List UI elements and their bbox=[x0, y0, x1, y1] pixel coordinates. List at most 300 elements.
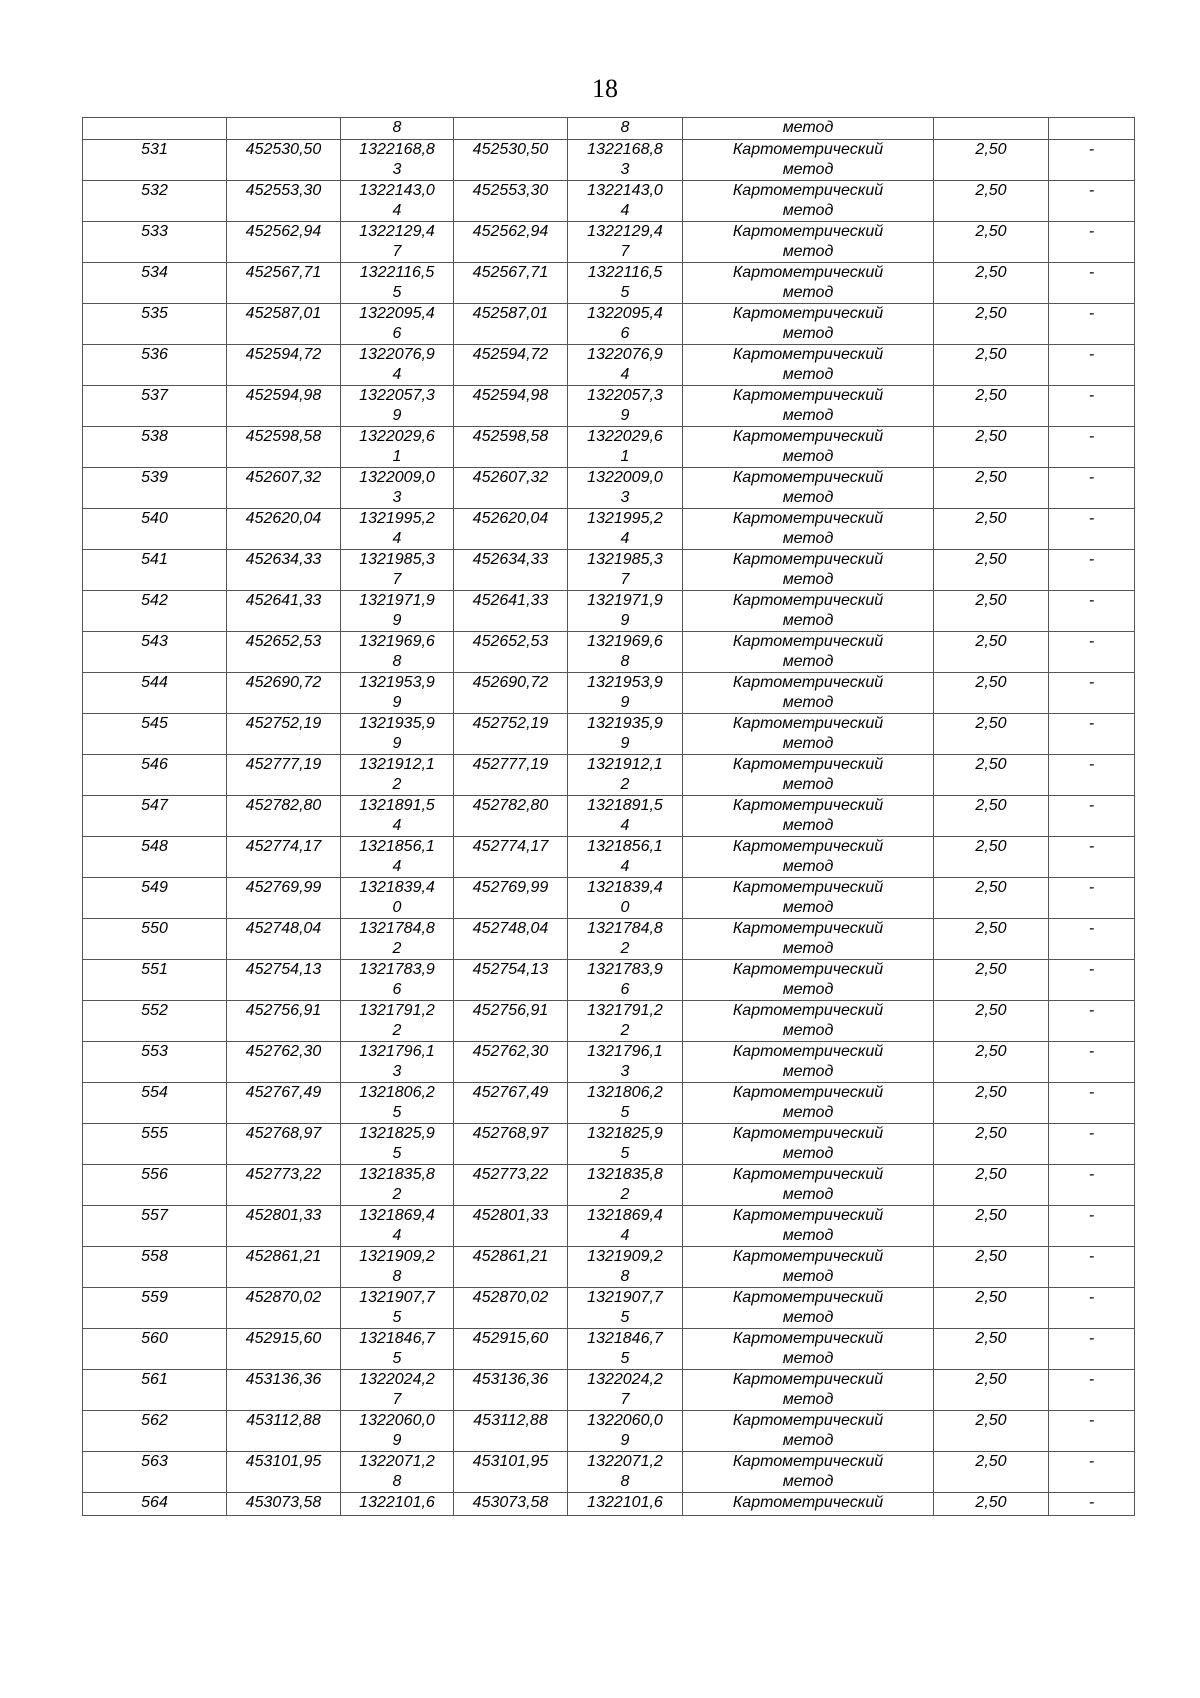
cell-error-text: 2,50 bbox=[975, 756, 1007, 773]
cell-note-text: - bbox=[1088, 428, 1095, 445]
cell-note bbox=[1049, 345, 1135, 386]
cell-method-text: Картометрический bbox=[732, 1494, 884, 1511]
cell-y-text: 9 bbox=[392, 694, 402, 711]
cell-method-text: Картометрический bbox=[732, 838, 884, 855]
cell-y-text: 5 bbox=[392, 1145, 402, 1162]
cell-x2 bbox=[454, 263, 568, 304]
cell-x bbox=[227, 118, 341, 140]
cell-y-text: 1322071,2 bbox=[359, 1453, 435, 1470]
cell-method-text: Картометрический bbox=[732, 141, 884, 158]
cell-y2 bbox=[568, 263, 683, 304]
cell-x2 bbox=[454, 1493, 568, 1516]
cell-note-text: - bbox=[1088, 1207, 1095, 1224]
cell-y-text: 1321909,2 bbox=[359, 1248, 435, 1265]
cell-y-text: 4 bbox=[392, 1227, 402, 1244]
cell-method bbox=[683, 796, 934, 837]
cell-x2-text: 452598,58 bbox=[472, 428, 549, 445]
cell-note-text: - bbox=[1088, 1330, 1095, 1347]
cell-num bbox=[83, 919, 227, 960]
cell-x bbox=[227, 919, 341, 960]
cell-num-text: 534 bbox=[141, 264, 168, 281]
cell-y-text: 8 bbox=[392, 653, 402, 670]
cell-y2-text: 6 bbox=[620, 325, 630, 342]
table-row bbox=[83, 263, 1135, 304]
cell-method-text: метод bbox=[782, 858, 834, 875]
cell-y bbox=[341, 1493, 454, 1516]
cell-y-text: 1322168,8 bbox=[359, 141, 435, 158]
cell-y-text: 1321806,2 bbox=[359, 1084, 435, 1101]
cell-error-text: 2,50 bbox=[975, 428, 1007, 445]
table-row bbox=[83, 919, 1135, 960]
cell-x2-text: 452870,02 bbox=[472, 1289, 549, 1306]
cell-x2 bbox=[454, 1329, 568, 1370]
cell-method-text: метод bbox=[782, 243, 834, 260]
cell-x-text: 452690,72 bbox=[245, 674, 322, 691]
cell-x2 bbox=[454, 1247, 568, 1288]
cell-y-text: 4 bbox=[392, 530, 402, 547]
cell-x bbox=[227, 345, 341, 386]
cell-x bbox=[227, 550, 341, 591]
cell-y-text: 9 bbox=[392, 612, 402, 629]
cell-x bbox=[227, 1083, 341, 1124]
cell-y bbox=[341, 1411, 454, 1452]
cell-x2 bbox=[454, 140, 568, 181]
cell-num bbox=[83, 960, 227, 1001]
cell-method-text: метод bbox=[782, 202, 834, 219]
cell-y2-text: 5 bbox=[620, 1350, 630, 1367]
cell-num bbox=[83, 1493, 227, 1516]
cell-error bbox=[934, 304, 1049, 345]
cell-num bbox=[83, 427, 227, 468]
cell-method bbox=[683, 632, 934, 673]
cell-error-text: 2,50 bbox=[975, 633, 1007, 650]
cell-y2-text: 1321912,1 bbox=[587, 756, 663, 773]
cell-x2-text: 452752,19 bbox=[472, 715, 549, 732]
cell-num bbox=[83, 1452, 227, 1493]
cell-y bbox=[341, 1165, 454, 1206]
cell-error-text: 2,50 bbox=[975, 961, 1007, 978]
cell-x2-text: 452768,97 bbox=[472, 1125, 549, 1142]
cell-x bbox=[227, 1124, 341, 1165]
cell-method-text: метод bbox=[782, 407, 834, 424]
cell-y2 bbox=[568, 1411, 683, 1452]
cell-method-text: метод bbox=[782, 1309, 834, 1326]
table-row bbox=[83, 1042, 1135, 1083]
cell-y2 bbox=[568, 878, 683, 919]
cell-x bbox=[227, 386, 341, 427]
cell-num bbox=[83, 1206, 227, 1247]
cell-y2 bbox=[568, 714, 683, 755]
cell-note-text: - bbox=[1088, 1125, 1095, 1142]
cell-note bbox=[1049, 1329, 1135, 1370]
cell-method bbox=[683, 263, 934, 304]
cell-error bbox=[934, 755, 1049, 796]
cell-error bbox=[934, 1083, 1049, 1124]
cell-note-text: - bbox=[1088, 1453, 1095, 1470]
cell-method bbox=[683, 714, 934, 755]
cell-x-text: 452562,94 bbox=[245, 223, 322, 240]
cell-y2 bbox=[568, 140, 683, 181]
cell-x2-text: 452774,17 bbox=[472, 838, 549, 855]
cell-x-text: 452652,53 bbox=[245, 633, 322, 650]
cell-num bbox=[83, 140, 227, 181]
cell-x bbox=[227, 1329, 341, 1370]
cell-x2-text: 452553,30 bbox=[472, 182, 549, 199]
cell-y-text: 6 bbox=[392, 981, 402, 998]
cell-y bbox=[341, 755, 454, 796]
cell-y2 bbox=[568, 919, 683, 960]
cell-y-text: 1321995,2 bbox=[359, 510, 435, 527]
cell-note bbox=[1049, 1042, 1135, 1083]
cell-y2-text: 8 bbox=[620, 653, 630, 670]
cell-x-text: 452752,19 bbox=[245, 715, 322, 732]
cell-method-text: метод bbox=[782, 1268, 834, 1285]
cell-x2 bbox=[454, 1370, 568, 1411]
cell-y bbox=[341, 1083, 454, 1124]
cell-y bbox=[341, 181, 454, 222]
cell-y2 bbox=[568, 1124, 683, 1165]
cell-num-text: 551 bbox=[141, 961, 168, 978]
cell-error-text: 2,50 bbox=[975, 674, 1007, 691]
cell-x-text: 453136,36 bbox=[245, 1371, 322, 1388]
cell-error bbox=[934, 837, 1049, 878]
cell-num-text: 547 bbox=[141, 797, 168, 814]
cell-note bbox=[1049, 1493, 1135, 1516]
cell-error bbox=[934, 919, 1049, 960]
cell-x2-text: 452756,91 bbox=[472, 1002, 549, 1019]
cell-error bbox=[934, 1001, 1049, 1042]
cell-y bbox=[341, 960, 454, 1001]
cell-y-text: 1322060,0 bbox=[359, 1412, 435, 1429]
cell-y-text: 1321825,9 bbox=[359, 1125, 435, 1142]
cell-y-text: 5 bbox=[392, 1350, 402, 1367]
cell-y-text: 5 bbox=[392, 284, 402, 301]
cell-error-text: 2,50 bbox=[975, 1371, 1007, 1388]
cell-note bbox=[1049, 755, 1135, 796]
cell-method-text: Картометрический bbox=[732, 1002, 884, 1019]
table-row bbox=[83, 1124, 1135, 1165]
cell-note-text: - bbox=[1088, 674, 1095, 691]
cell-x bbox=[227, 878, 341, 919]
cell-error bbox=[934, 550, 1049, 591]
cell-error bbox=[934, 1493, 1049, 1516]
cell-num bbox=[83, 1083, 227, 1124]
cell-x2 bbox=[454, 1165, 568, 1206]
cell-x-text: 452530,50 bbox=[245, 141, 322, 158]
cell-note-text: - bbox=[1088, 510, 1095, 527]
cell-x bbox=[227, 140, 341, 181]
cell-x bbox=[227, 222, 341, 263]
cell-y bbox=[341, 509, 454, 550]
cell-num bbox=[83, 714, 227, 755]
cell-method bbox=[683, 140, 934, 181]
cell-x2 bbox=[454, 1042, 568, 1083]
cell-error-text: 2,50 bbox=[975, 1330, 1007, 1347]
cell-method bbox=[683, 550, 934, 591]
table-row bbox=[83, 386, 1135, 427]
cell-method-text: Картометрический bbox=[732, 1084, 884, 1101]
cell-method-text: Картометрический bbox=[732, 1043, 884, 1060]
cell-error-text: 2,50 bbox=[975, 264, 1007, 281]
cell-x2 bbox=[454, 181, 568, 222]
cell-error-text: 2,50 bbox=[975, 305, 1007, 322]
cell-num bbox=[83, 1329, 227, 1370]
cell-method bbox=[683, 1452, 934, 1493]
cell-note bbox=[1049, 591, 1135, 632]
cell-y2-text: 1321995,2 bbox=[587, 510, 663, 527]
cell-y2-text: 2 bbox=[620, 940, 630, 957]
cell-method bbox=[683, 878, 934, 919]
cell-num-text: 562 bbox=[141, 1412, 168, 1429]
cell-note-text: - bbox=[1088, 592, 1095, 609]
cell-x2-text: 452801,33 bbox=[472, 1207, 549, 1224]
cell-y bbox=[341, 427, 454, 468]
cell-method-text: метод bbox=[782, 653, 834, 670]
cell-y2-text: 0 bbox=[620, 899, 630, 916]
cell-y-text: 1322129,4 bbox=[359, 223, 435, 240]
cell-x2-text: 452767,49 bbox=[472, 1084, 549, 1101]
cell-y2-text: 1322071,2 bbox=[587, 1453, 663, 1470]
cell-method bbox=[683, 304, 934, 345]
cell-x-text: 453073,58 bbox=[245, 1494, 322, 1511]
cell-y-text: 1321907,7 bbox=[359, 1289, 435, 1306]
cell-num-text: 532 bbox=[141, 182, 168, 199]
cell-y2-text: 5 bbox=[620, 1309, 630, 1326]
cell-num bbox=[83, 1001, 227, 1042]
cell-y2-text: 1321806,2 bbox=[587, 1084, 663, 1101]
cell-y2-text: 1322168,8 bbox=[587, 141, 663, 158]
cell-method bbox=[683, 591, 934, 632]
cell-method-text: метод bbox=[782, 161, 834, 178]
cell-note bbox=[1049, 468, 1135, 509]
cell-x bbox=[227, 632, 341, 673]
cell-note bbox=[1049, 796, 1135, 837]
cell-method-text: Картометрический bbox=[732, 305, 884, 322]
table-row bbox=[83, 837, 1135, 878]
cell-method bbox=[683, 960, 934, 1001]
cell-method bbox=[683, 222, 934, 263]
cell-y2-text: 1321935,9 bbox=[587, 715, 663, 732]
cell-method-text: Картометрический bbox=[732, 1371, 884, 1388]
cell-error-text: 2,50 bbox=[975, 797, 1007, 814]
cell-num-text: 550 bbox=[141, 920, 168, 937]
cell-y-text: 3 bbox=[392, 161, 402, 178]
page-number: 18 bbox=[592, 74, 618, 103]
cell-x-text: 452754,13 bbox=[245, 961, 322, 978]
cell-error-text: 2,50 bbox=[975, 1207, 1007, 1224]
cell-x2-text: 452567,71 bbox=[472, 264, 549, 281]
cell-error bbox=[934, 263, 1049, 304]
cell-x bbox=[227, 427, 341, 468]
cell-error bbox=[934, 1206, 1049, 1247]
table-row bbox=[83, 1329, 1135, 1370]
cell-y2 bbox=[568, 591, 683, 632]
cell-method-text: метод bbox=[782, 489, 834, 506]
table-row bbox=[83, 755, 1135, 796]
cell-y bbox=[341, 1329, 454, 1370]
cell-y2-text: 1321835,8 bbox=[587, 1166, 663, 1183]
cell-note bbox=[1049, 427, 1135, 468]
cell-num bbox=[83, 632, 227, 673]
cell-num bbox=[83, 1411, 227, 1452]
cell-error bbox=[934, 1247, 1049, 1288]
cell-x-text: 452801,33 bbox=[245, 1207, 322, 1224]
cell-note bbox=[1049, 140, 1135, 181]
cell-method bbox=[683, 509, 934, 550]
cell-y2-text: 5 bbox=[620, 1145, 630, 1162]
cell-x2 bbox=[454, 1452, 568, 1493]
cell-y2 bbox=[568, 673, 683, 714]
cell-error bbox=[934, 1165, 1049, 1206]
cell-y-text: 5 bbox=[392, 1104, 402, 1121]
cell-num-text: 556 bbox=[141, 1166, 168, 1183]
cell-x2 bbox=[454, 222, 568, 263]
cell-y2-text: 1321985,3 bbox=[587, 551, 663, 568]
cell-num bbox=[83, 304, 227, 345]
cell-method-text: Картометрический bbox=[732, 633, 884, 650]
cell-x bbox=[227, 1001, 341, 1042]
cell-x-text: 452598,58 bbox=[245, 428, 322, 445]
table-row bbox=[83, 1001, 1135, 1042]
cell-y2 bbox=[568, 304, 683, 345]
cell-method bbox=[683, 1329, 934, 1370]
cell-x bbox=[227, 1493, 341, 1516]
cell-x2 bbox=[454, 304, 568, 345]
cell-y-text: 2 bbox=[392, 776, 402, 793]
cell-note bbox=[1049, 1206, 1135, 1247]
cell-y2-text: 5 bbox=[620, 1104, 630, 1121]
cell-x2-text: 453073,58 bbox=[472, 1494, 549, 1511]
cell-x2-text: 453112,88 bbox=[473, 1412, 548, 1429]
cell-x2-text: 452754,13 bbox=[472, 961, 549, 978]
cell-x bbox=[227, 181, 341, 222]
cell-y-text: 9 bbox=[392, 1432, 402, 1449]
cell-y-text: 1321891,5 bbox=[359, 797, 435, 814]
cell-x-text: 452915,60 bbox=[245, 1330, 322, 1347]
cell-x2 bbox=[454, 386, 568, 427]
table-row bbox=[83, 673, 1135, 714]
cell-method-text: метод bbox=[782, 1145, 834, 1162]
cell-x2-text: 452607,32 bbox=[472, 469, 549, 486]
cell-num bbox=[83, 550, 227, 591]
cell-method bbox=[683, 673, 934, 714]
cell-y-text: 5 bbox=[392, 1309, 402, 1326]
cell-x2 bbox=[454, 1083, 568, 1124]
cell-y2-text: 9 bbox=[620, 735, 630, 752]
cell-note bbox=[1049, 1452, 1135, 1493]
table-row bbox=[83, 1247, 1135, 1288]
cell-y bbox=[341, 1288, 454, 1329]
cell-note-text: - bbox=[1088, 1412, 1095, 1429]
cell-y2-text: 1322095,4 bbox=[587, 305, 663, 322]
table-row-last bbox=[83, 1493, 1135, 1516]
cell-x2-text: 452762,30 bbox=[472, 1043, 549, 1060]
cell-error bbox=[934, 632, 1049, 673]
cell-note-text: - bbox=[1088, 838, 1095, 855]
cell-note bbox=[1049, 1165, 1135, 1206]
cell-method-text: Картометрический bbox=[732, 510, 884, 527]
cell-y bbox=[341, 796, 454, 837]
cell-error-text: 2,50 bbox=[975, 1412, 1007, 1429]
cell-error-text: 2,50 bbox=[975, 920, 1007, 937]
cell-num-text: 558 bbox=[141, 1248, 168, 1265]
cell-error bbox=[934, 878, 1049, 919]
cell-x bbox=[227, 591, 341, 632]
cell-y2-text: 2 bbox=[620, 1022, 630, 1039]
cell-error bbox=[934, 591, 1049, 632]
cell-error-text: 2,50 bbox=[975, 1453, 1007, 1470]
table-row bbox=[83, 632, 1135, 673]
cell-error-text: 2,50 bbox=[975, 1043, 1007, 1060]
cell-method-text: Картометрический bbox=[732, 1289, 884, 1306]
cell-x2-text: 452652,53 bbox=[472, 633, 549, 650]
cell-x-text: 452553,30 bbox=[245, 182, 322, 199]
cell-method-text: метод bbox=[782, 981, 834, 998]
cell-y bbox=[341, 468, 454, 509]
cell-y2-text: 2 bbox=[620, 776, 630, 793]
cell-method-text: метод bbox=[782, 1391, 834, 1408]
cell-x bbox=[227, 1165, 341, 1206]
cell-y2 bbox=[568, 427, 683, 468]
cell-note-text: - bbox=[1088, 1371, 1095, 1388]
cell-y bbox=[341, 140, 454, 181]
cell-y bbox=[341, 1370, 454, 1411]
cell-error bbox=[934, 468, 1049, 509]
table-row bbox=[83, 345, 1135, 386]
cell-x-text: 452620,04 bbox=[245, 510, 322, 527]
cell-note bbox=[1049, 1001, 1135, 1042]
cell-y-text: 2 bbox=[392, 1186, 402, 1203]
cell-num-text: 557 bbox=[141, 1207, 168, 1224]
cell-note bbox=[1049, 1411, 1135, 1452]
cell-y2-text: 1321846,7 bbox=[587, 1330, 663, 1347]
cell-x2-text: 452690,72 bbox=[472, 674, 549, 691]
cell-y-text: 1322029,6 bbox=[359, 428, 435, 445]
cell-y2-text: 1321825,9 bbox=[587, 1125, 663, 1142]
cell-y bbox=[341, 673, 454, 714]
cell-y-text: 8 bbox=[392, 1268, 402, 1285]
cell-x bbox=[227, 509, 341, 550]
cell-note bbox=[1049, 386, 1135, 427]
cell-y2 bbox=[568, 755, 683, 796]
cell-note bbox=[1049, 263, 1135, 304]
cell-y bbox=[341, 632, 454, 673]
cell-note bbox=[1049, 509, 1135, 550]
cell-y-text: 1321846,7 bbox=[359, 1330, 435, 1347]
table-row bbox=[83, 427, 1135, 468]
cell-y2-text: 1322076,9 bbox=[587, 346, 663, 363]
cell-method bbox=[683, 1001, 934, 1042]
cell-y-text: 3 bbox=[392, 1063, 402, 1080]
cell-x2-text: 452634,33 bbox=[472, 551, 549, 568]
cell-error-text: 2,50 bbox=[975, 1084, 1007, 1101]
cell-y2 bbox=[568, 796, 683, 837]
cell-x-text: 452769,99 bbox=[245, 879, 322, 896]
cell-y2-text: 1322009,0 bbox=[587, 469, 663, 486]
cell-method-text: Картометрический bbox=[732, 1207, 884, 1224]
cell-error bbox=[934, 714, 1049, 755]
cell-note-text: - bbox=[1088, 264, 1095, 281]
cell-error bbox=[934, 1411, 1049, 1452]
cell-note bbox=[1049, 960, 1135, 1001]
cell-method-text: метод bbox=[782, 776, 834, 793]
cell-error-text: 2,50 bbox=[975, 1002, 1007, 1019]
table-row bbox=[83, 1083, 1135, 1124]
cell-error-text: 2,50 bbox=[975, 1248, 1007, 1265]
cell-y-text: 1321971,9 bbox=[359, 592, 435, 609]
cell-error-text: 2,50 bbox=[975, 838, 1007, 855]
cell-note bbox=[1049, 919, 1135, 960]
